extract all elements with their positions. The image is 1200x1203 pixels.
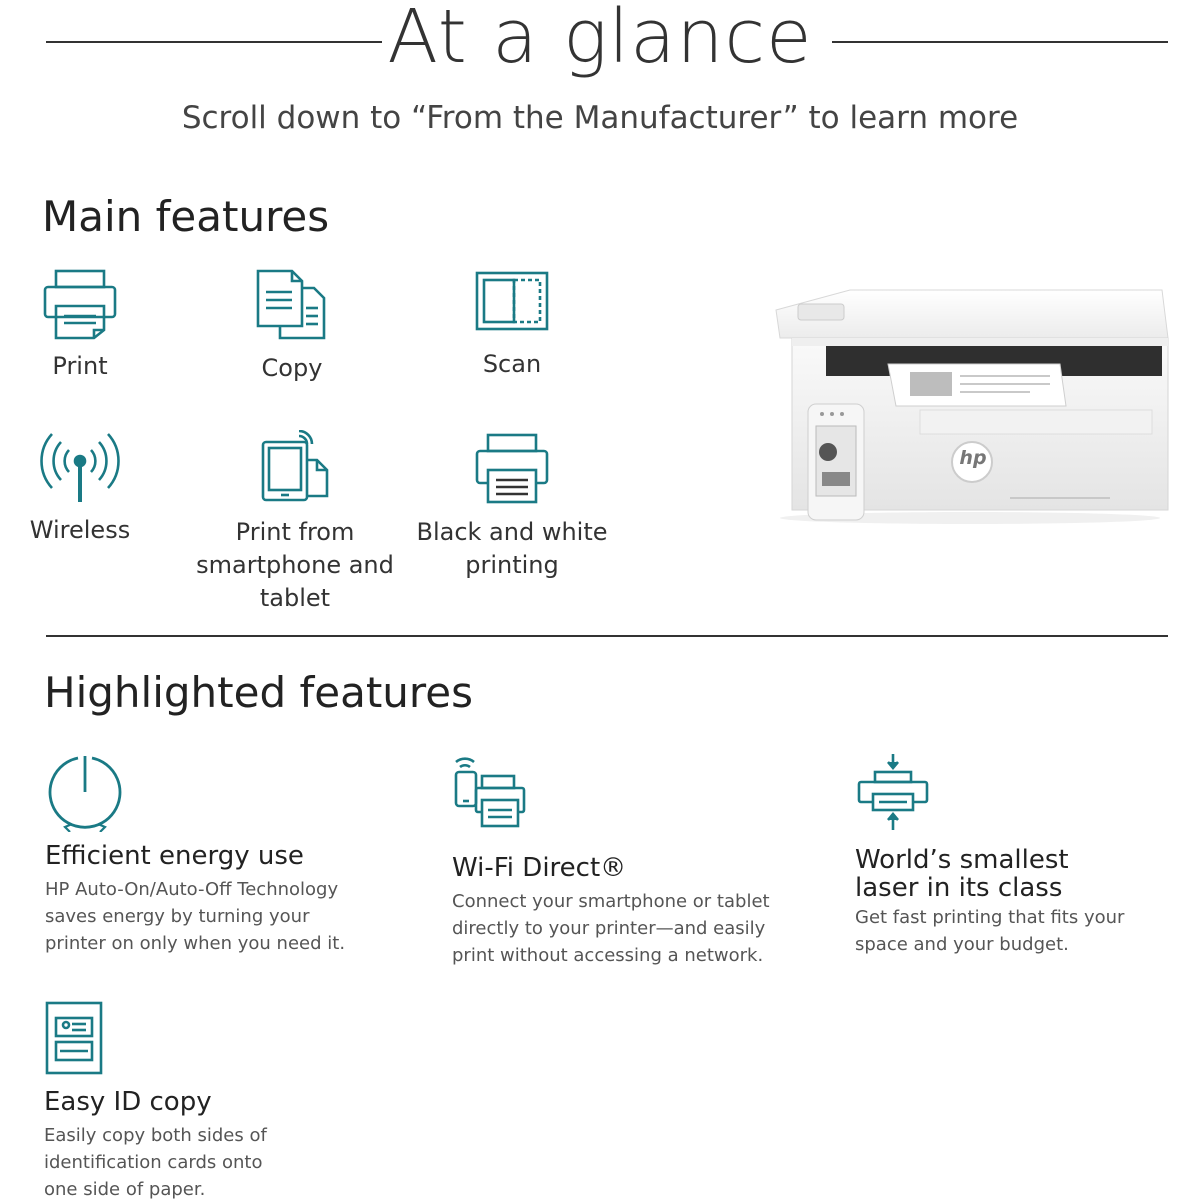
power-cycle-icon bbox=[45, 752, 125, 832]
highlight-wifi-direct bbox=[452, 752, 782, 969]
feature-label: Wireless bbox=[29, 516, 131, 544]
main-features-heading: Main features bbox=[42, 192, 330, 241]
highlight-description: HP Auto-On/Auto-Off Technology saves energy by turning your printer on only when you need it. bbox=[45, 879, 346, 954]
section-divider bbox=[46, 635, 1168, 637]
highlight-title: World’s smallest laser in its class bbox=[855, 845, 1069, 903]
feature-copy bbox=[192, 268, 392, 385]
highlight-smallest-laser bbox=[855, 752, 1175, 958]
wifi-direct-icon bbox=[452, 752, 528, 832]
highlight-description: Easily copy both sides of identification cards onto one side of paper. bbox=[44, 1125, 267, 1200]
copy-documents-icon bbox=[254, 268, 330, 342]
highlight-title: Efficient energy use bbox=[45, 841, 304, 871]
highlight-id-copy bbox=[44, 1000, 284, 1203]
scan-icon bbox=[474, 270, 550, 334]
highlight-description: Get fast printing that fits your space and your budget. bbox=[855, 907, 1125, 955]
highlighted-features-heading: Highlighted features bbox=[44, 668, 473, 717]
feature-label: Scan bbox=[482, 350, 542, 378]
feature-label: Print from smartphone and tablet bbox=[196, 518, 394, 612]
black-white-printer-icon bbox=[474, 432, 550, 506]
page-subtitle: Scroll down to “From the Manufacturer” to learn more bbox=[181, 100, 1019, 136]
feature-label: Print bbox=[52, 352, 108, 380]
feature-mobile-print bbox=[195, 430, 395, 615]
wireless-antenna-icon bbox=[40, 428, 120, 504]
highlight-energy bbox=[45, 752, 385, 957]
hp-logo: hp bbox=[959, 447, 987, 469]
compact-printer-icon bbox=[855, 752, 931, 832]
highlight-description: Connect your smartphone or tablet directly to your printer—and easily print without accessing a network. bbox=[452, 891, 770, 966]
mobile-print-icon bbox=[259, 430, 331, 504]
feature-label: Black and white printing bbox=[416, 518, 608, 579]
feature-bw-printing bbox=[412, 432, 612, 582]
feature-scan bbox=[412, 270, 612, 381]
printer-product-illustration bbox=[770, 286, 1170, 526]
product-image bbox=[770, 286, 1170, 526]
highlight-title: Easy ID copy bbox=[44, 1087, 212, 1117]
printer-icon bbox=[42, 268, 118, 340]
feature-label: Copy bbox=[261, 354, 323, 382]
feature-wireless bbox=[0, 428, 180, 547]
highlight-title: Wi-Fi Direct® bbox=[452, 853, 627, 883]
page-title: At a glance bbox=[387, 0, 813, 80]
id-card-copy-icon bbox=[44, 1000, 104, 1076]
feature-print bbox=[0, 268, 180, 383]
